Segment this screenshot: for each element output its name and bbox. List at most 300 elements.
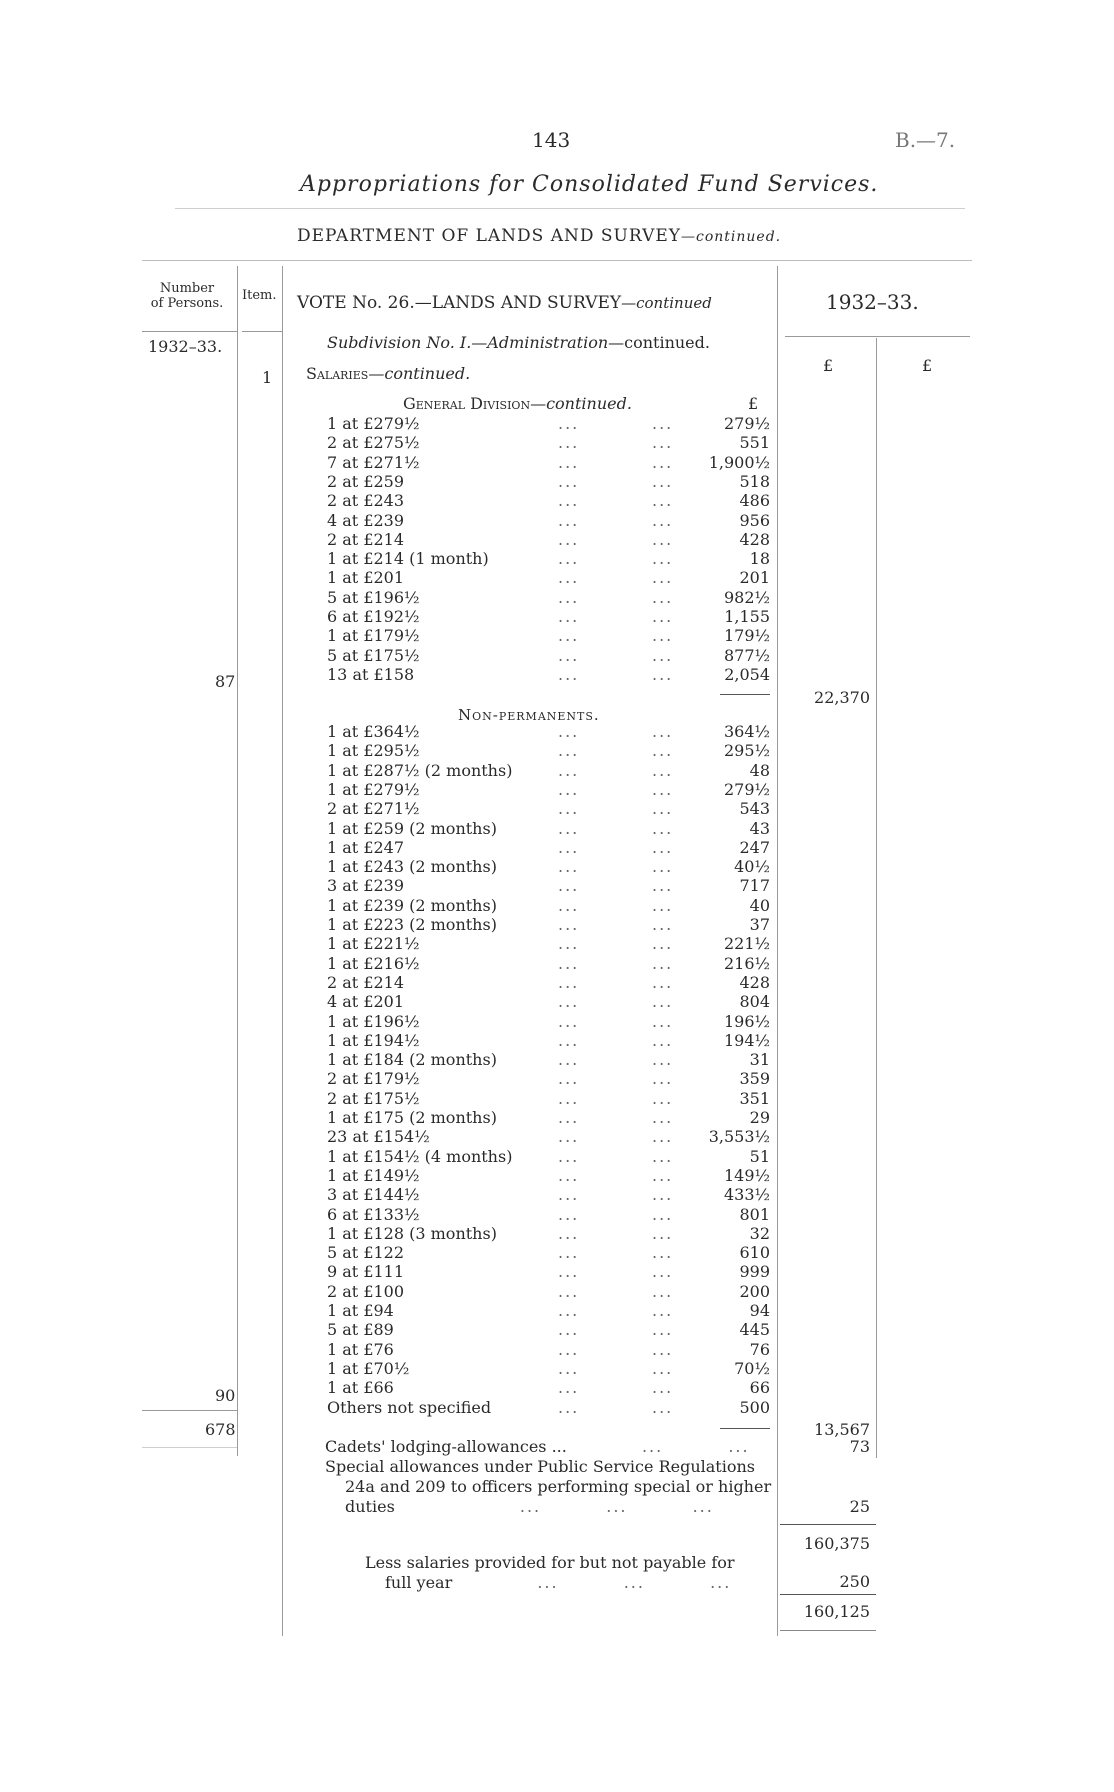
non-permanent-description: 2 at £271½ [327, 799, 420, 819]
persons-bottom-rule [142, 1447, 237, 1448]
general-division-suffix: —continued. [530, 394, 632, 413]
non-permanent-row [0, 1398, 1114, 1417]
cadets-text: Cadets' lodging-allowances ... [325, 1437, 567, 1456]
cadets-leader-2: ... [728, 1437, 750, 1456]
non-permanent-description: 1 at £223 (2 months) [327, 915, 497, 934]
leader-dots: ... [558, 1204, 580, 1224]
non-permanent-description: 3 at £239 [327, 876, 405, 896]
general-division-amount: 1,900½ [708, 452, 770, 472]
leader-dots: ... [652, 760, 674, 780]
general-division-row [0, 646, 1114, 665]
leader-dots: ... [652, 607, 674, 626]
leader-dots: ... [558, 587, 580, 607]
item-header-rule [242, 331, 282, 332]
leader-dots: ... [652, 1301, 674, 1320]
less-salaries-line1: Less salaries provided for but not payable for [365, 1553, 735, 1572]
non-permanent-row [0, 992, 1114, 1011]
non-permanent-amount: 40 [749, 895, 770, 915]
leader-dots: ... [652, 645, 674, 665]
non-permanent-description: 2 at £100 [327, 1281, 405, 1301]
non-permanent-amount: 51 [749, 1146, 770, 1166]
non-permanent-description: 1 at £364½ [327, 722, 420, 741]
vote-heading [297, 293, 712, 313]
salaries-suffix: —continued. [368, 364, 471, 383]
non-permanent-description: 1 at £76 [327, 1339, 394, 1359]
general-division-description: 5 at £196½ [327, 587, 420, 607]
non-permanent-description: 1 at £175 (2 months) [327, 1108, 497, 1127]
leader-dots: ... [652, 1243, 674, 1263]
special-allowances-line2: 24a and 209 to officers performing special or higher [345, 1477, 772, 1496]
number-of-persons-heading [142, 281, 232, 311]
non-permanent-description: 1 at £243 (2 months) [327, 857, 497, 877]
non-permanent-row [0, 1089, 1114, 1108]
salaries-heading [306, 364, 470, 383]
leader-dots: ... [652, 568, 674, 588]
non-permanent-row [0, 838, 1114, 857]
leader-dots: ... [652, 529, 674, 549]
general-division-pound: £ [748, 394, 759, 413]
non-permanents-sum-rule [720, 1428, 770, 1429]
leader-dots: ... [558, 1243, 580, 1263]
non-permanent-row [0, 741, 1114, 760]
general-division-row [0, 453, 1114, 472]
general-division-amount: 428 [739, 529, 770, 549]
leader-dots: ... [652, 549, 674, 569]
item-number: 1 [262, 368, 273, 387]
non-permanent-description: 1 at £221½ [327, 934, 420, 954]
special-allowances-line3 [345, 1497, 714, 1516]
general-division-row [0, 530, 1114, 549]
subdivision-heading [327, 333, 710, 352]
non-permanent-amount: 37 [749, 915, 770, 934]
special-leader-1: ... [519, 1497, 542, 1516]
non-permanent-description: 1 at £184 (2 months) [327, 1050, 497, 1070]
leader-dots: ... [652, 1108, 674, 1127]
leader-dots: ... [558, 1127, 580, 1147]
leader-dots: ... [558, 992, 580, 1012]
non-permanent-description: 2 at £214 [327, 972, 405, 992]
leader-dots: ... [558, 1339, 580, 1359]
cadets-label [325, 1437, 750, 1456]
non-permanent-amount: 149½ [723, 1165, 770, 1185]
non-permanent-row [0, 1320, 1114, 1339]
leader-dots: ... [652, 972, 674, 992]
leader-dots: ... [652, 1397, 674, 1417]
leader-dots: ... [558, 876, 580, 896]
persons-header-rule [142, 331, 237, 332]
non-permanent-amount: 66 [749, 1378, 770, 1398]
general-division-description: 1 at £214 (1 month) [327, 549, 489, 569]
leader-dots: ... [652, 1185, 674, 1205]
leader-dots: ... [558, 1088, 580, 1108]
leader-dots: ... [652, 799, 674, 819]
general-division-description: 2 at £243 [327, 491, 405, 511]
non-permanent-row [0, 1050, 1114, 1069]
general-division-description: 1 at £201 [327, 568, 405, 588]
non-permanent-amount: 999 [739, 1262, 770, 1282]
less-salaries-line2 [385, 1573, 731, 1592]
general-division-description: 13 at £158 [327, 664, 415, 684]
leader-dots: ... [558, 1185, 580, 1205]
non-permanent-description: 1 at £295½ [327, 741, 420, 761]
leader-dots: ... [558, 1011, 580, 1031]
non-permanent-amount: 433½ [723, 1185, 770, 1205]
gross-total-rule [780, 1524, 876, 1525]
non-permanent-row [0, 876, 1114, 895]
leader-dots: ... [558, 452, 580, 472]
gross-total: 160,375 [803, 1534, 870, 1553]
item-heading: Item. [242, 288, 277, 303]
leader-dots: ... [558, 549, 580, 569]
leader-dots: ... [558, 953, 580, 973]
less-salaries-amount: 250 [839, 1572, 870, 1591]
general-division-amount: 551 [739, 433, 770, 453]
non-permanent-row [0, 1069, 1114, 1088]
less-leader-1: ... [537, 1573, 559, 1592]
cadets-leader: ... [641, 1437, 664, 1456]
leader-dots: ... [558, 626, 580, 646]
leader-dots: ... [558, 1223, 580, 1243]
leader-dots: ... [652, 741, 674, 761]
leader-dots: ... [558, 529, 580, 549]
leader-dots: ... [558, 510, 580, 530]
leader-dots: ... [558, 857, 580, 877]
non-permanent-row [0, 1359, 1114, 1378]
non-permanent-amount: 801 [739, 1204, 770, 1224]
non-permanent-row [0, 1224, 1114, 1243]
year-heading-left: 1932–33. [148, 337, 223, 356]
general-division-amount: 956 [739, 510, 770, 530]
non-permanent-row [0, 1378, 1114, 1397]
general-division-row [0, 472, 1114, 491]
non-permanent-row [0, 1340, 1114, 1359]
net-total: 160,125 [803, 1602, 870, 1621]
leader-dots: ... [652, 587, 674, 607]
leader-dots: ... [652, 722, 674, 741]
general-division-amount: 877½ [723, 645, 770, 665]
page-number: 143 [532, 128, 571, 152]
subdivision-label: Subdivision No. I.—Administration [327, 333, 609, 352]
general-division-description: 1 at £279½ [327, 414, 420, 433]
general-division-description: 2 at £214 [327, 529, 405, 549]
leader-dots: ... [558, 934, 580, 954]
leader-dots: ... [558, 722, 580, 741]
non-permanent-description: 1 at £247 [327, 837, 405, 857]
leader-dots: ... [652, 1339, 674, 1359]
general-division-sum-rule [720, 694, 770, 695]
non-permanent-amount: 31 [749, 1050, 770, 1070]
leader-dots: ... [652, 953, 674, 973]
pound-sign-col2: £ [922, 356, 933, 375]
general-division-description: 2 at £275½ [327, 433, 420, 453]
non-permanent-amount: 543 [739, 799, 770, 819]
leader-dots: ... [652, 1223, 674, 1243]
leader-dots: ... [652, 452, 674, 472]
special-allowances-duties: duties [345, 1497, 395, 1516]
non-permanent-row [0, 1012, 1114, 1031]
non-permanent-row [0, 915, 1114, 934]
salaries-label: Salaries [306, 364, 369, 383]
leader-dots: ... [558, 799, 580, 819]
general-division-description: 5 at £175½ [327, 645, 420, 665]
non-permanent-description: 6 at £133½ [327, 1204, 420, 1224]
leader-dots: ... [652, 992, 674, 1012]
general-division-description: 4 at £239 [327, 510, 405, 530]
general-division-row [0, 549, 1114, 568]
general-division-description: 2 at £259 [327, 471, 405, 491]
non-permanent-amount: 194½ [723, 1030, 770, 1050]
non-permanent-row [0, 954, 1114, 973]
leader-dots: ... [652, 934, 674, 954]
non-permanent-description: Others not specified [327, 1397, 492, 1417]
leader-dots: ... [652, 1069, 674, 1089]
leader-dots: ... [652, 471, 674, 491]
non-permanent-amount: 94 [749, 1301, 770, 1320]
department-main: DEPARTMENT OF LANDS AND SURVEY [297, 226, 681, 246]
non-permanent-description: 1 at £239 (2 months) [327, 895, 497, 915]
non-permanent-row [0, 896, 1114, 915]
non-permanent-row [0, 799, 1114, 818]
non-permanent-amount: 445 [739, 1320, 770, 1340]
non-permanent-amount: 221½ [723, 934, 770, 954]
general-division-row [0, 626, 1114, 645]
leader-dots: ... [558, 1165, 580, 1185]
non-permanent-row [0, 857, 1114, 876]
general-division-subtotal: 22,370 [814, 688, 870, 707]
vote-suffix: —continued [621, 294, 712, 312]
net-total-bottom-rule [780, 1630, 876, 1631]
general-division-row [0, 665, 1114, 684]
leader-dots: ... [558, 1378, 580, 1398]
non-permanent-description: 5 at £89 [327, 1320, 394, 1340]
non-permanent-amount: 351 [739, 1088, 770, 1108]
non-permanent-description: 1 at £128 (3 months) [327, 1223, 497, 1243]
leader-dots: ... [652, 1088, 674, 1108]
general-division-amount: 2,054 [724, 664, 770, 684]
leader-dots: ... [558, 414, 580, 433]
non-permanent-description: 2 at £179½ [327, 1069, 420, 1089]
non-permanent-amount: 804 [739, 992, 770, 1012]
cadets-amount: 73 [849, 1437, 870, 1456]
leader-dots: ... [652, 1320, 674, 1340]
leader-dots: ... [652, 664, 674, 684]
general-division-persons-total: 87 [215, 672, 236, 691]
non-permanent-description: 1 at £287½ (2 months) [327, 760, 513, 780]
non-permanent-row [0, 1147, 1114, 1166]
non-permanent-amount: 200 [739, 1281, 770, 1301]
non-permanent-description: 5 at £122 [327, 1243, 405, 1263]
leader-dots: ... [558, 895, 580, 915]
non-permanent-row [0, 819, 1114, 838]
non-permanent-row [0, 1166, 1114, 1185]
general-division-label: General Division [403, 394, 531, 413]
leader-dots: ... [652, 414, 674, 433]
leader-dots: ... [558, 818, 580, 838]
non-permanent-amount: 610 [739, 1243, 770, 1263]
non-permanent-row [0, 1243, 1114, 1262]
leader-dots: ... [652, 1127, 674, 1147]
non-permanent-description: 1 at £70½ [327, 1358, 410, 1378]
non-permanent-description: 1 at £216½ [327, 953, 420, 973]
less-leader-3: ... [710, 1573, 732, 1592]
leader-dots: ... [652, 1165, 674, 1185]
leader-dots: ... [558, 1108, 580, 1127]
general-division-amount: 18 [749, 549, 770, 569]
leader-dots: ... [652, 895, 674, 915]
general-division-heading [403, 394, 632, 413]
general-division-amount: 179½ [723, 626, 770, 646]
non-permanent-description: 4 at £201 [327, 992, 405, 1012]
non-permanent-description: 9 at £111 [327, 1262, 405, 1282]
non-permanent-amount: 40½ [734, 857, 770, 877]
non-permanent-amount: 216½ [723, 953, 770, 973]
non-permanent-row [0, 1262, 1114, 1281]
non-permanent-amount: 279½ [723, 779, 770, 799]
general-division-description: 6 at £192½ [327, 607, 420, 626]
less-leader-2: ... [623, 1573, 645, 1592]
leader-dots: ... [558, 1281, 580, 1301]
general-division-amount: 518 [739, 471, 770, 491]
department-suffix: —continued. [681, 229, 782, 245]
leader-dots: ... [558, 741, 580, 761]
leader-dots: ... [558, 1030, 580, 1050]
less-salaries-full-year: full year [385, 1573, 453, 1592]
leader-dots: ... [558, 1146, 580, 1166]
non-permanent-amount: 32 [749, 1223, 770, 1243]
leader-dots: ... [558, 972, 580, 992]
non-permanent-amount: 196½ [723, 1011, 770, 1031]
leader-dots: ... [558, 915, 580, 934]
leader-dots: ... [652, 1378, 674, 1398]
leader-dots: ... [652, 1030, 674, 1050]
non-permanent-description: 1 at £279½ [327, 779, 420, 799]
non-permanent-amount: 295½ [723, 741, 770, 761]
general-division-amount: 486 [739, 491, 770, 511]
leader-dots: ... [652, 876, 674, 896]
leader-dots: ... [558, 1262, 580, 1282]
leader-dots: ... [652, 915, 674, 934]
title-rule [175, 208, 965, 209]
general-division-row [0, 588, 1114, 607]
non-permanent-amount: 3,553½ [708, 1127, 770, 1147]
non-permanent-row [0, 1031, 1114, 1050]
net-total-rule [780, 1594, 876, 1595]
non-permanent-description: 1 at £149½ [327, 1165, 420, 1185]
non-permanent-row [0, 722, 1114, 741]
non-permanent-amount: 43 [749, 818, 770, 838]
leader-dots: ... [652, 626, 674, 646]
special-allowances-amount: 25 [849, 1497, 870, 1516]
department-heading [297, 226, 781, 246]
leader-dots: ... [652, 857, 674, 877]
general-division-amount: 1,155 [724, 607, 770, 626]
leader-dots: ... [652, 1204, 674, 1224]
non-permanent-row [0, 1205, 1114, 1224]
header-rule [142, 260, 972, 261]
non-permanent-row [0, 1301, 1114, 1320]
non-permanent-description: 1 at £196½ [327, 1011, 420, 1031]
non-permanent-row [0, 1127, 1114, 1146]
non-permanent-amount: 29 [749, 1108, 770, 1127]
non-permanents-heading: Non-permanents. [458, 706, 600, 724]
general-division-row [0, 414, 1114, 433]
leader-dots: ... [652, 818, 674, 838]
leader-dots: ... [652, 510, 674, 530]
general-division-row [0, 511, 1114, 530]
leader-dots: ... [558, 664, 580, 684]
year-header-rule [785, 336, 970, 337]
leader-dots: ... [652, 1050, 674, 1070]
leader-dots: ... [558, 1050, 580, 1070]
leader-dots: ... [652, 1281, 674, 1301]
leader-dots: ... [652, 491, 674, 511]
leader-dots: ... [558, 1069, 580, 1089]
general-division-row [0, 568, 1114, 587]
non-permanent-description: 1 at £194½ [327, 1030, 420, 1050]
general-division-row [0, 491, 1114, 510]
general-division-amount: 279½ [723, 414, 770, 433]
number-of-persons-line1: Number [159, 281, 215, 296]
general-division-amount: 982½ [723, 587, 770, 607]
leader-dots: ... [558, 471, 580, 491]
special-allowances-line1: Special allowances under Public Service Regulations [325, 1457, 755, 1476]
non-permanent-description: 1 at £154½ (4 months) [327, 1146, 513, 1166]
non-permanent-amount: 428 [739, 972, 770, 992]
vote-main: VOTE No. 26.—LANDS AND SURVEY [297, 293, 622, 313]
non-permanent-row [0, 761, 1114, 780]
leader-dots: ... [558, 491, 580, 511]
non-permanent-amount: 48 [749, 760, 770, 780]
leader-dots: ... [558, 645, 580, 665]
non-permanents-subtotal: 13,567 [814, 1420, 870, 1439]
leader-dots: ... [558, 1358, 580, 1378]
non-permanent-amount: 364½ [723, 722, 770, 741]
leader-dots: ... [652, 779, 674, 799]
leader-dots: ... [558, 760, 580, 780]
non-permanent-amount: 717 [739, 876, 770, 896]
non-permanent-description: 1 at £94 [327, 1301, 394, 1320]
leader-dots: ... [652, 1011, 674, 1031]
leader-dots: ... [558, 607, 580, 626]
special-leader-2: ... [606, 1497, 628, 1516]
leader-dots: ... [558, 433, 580, 453]
leader-dots: ... [652, 1146, 674, 1166]
non-permanent-description: 3 at £144½ [327, 1185, 420, 1205]
non-permanent-description: 1 at £259 (2 months) [327, 818, 497, 838]
leader-dots: ... [652, 1358, 674, 1378]
pound-sign-col1: £ [823, 356, 834, 375]
non-permanent-description: 2 at £175½ [327, 1088, 420, 1108]
leader-dots: ... [558, 779, 580, 799]
general-division-description: 1 at £179½ [327, 626, 420, 646]
subdivision-suffix: —continued. [608, 333, 710, 352]
leader-dots: ... [558, 1397, 580, 1417]
non-permanent-amount: 76 [749, 1339, 770, 1359]
general-division-row [0, 433, 1114, 452]
non-permanent-description: 23 at £154½ [327, 1127, 430, 1147]
document-title: Appropriations for Consolidated Fund Services. [300, 172, 879, 197]
general-division-row [0, 607, 1114, 626]
general-division-description: 7 at £271½ [327, 452, 420, 472]
leader-dots: ... [652, 837, 674, 857]
non-permanent-row [0, 780, 1114, 799]
leader-dots: ... [558, 568, 580, 588]
general-division-amount: 201 [739, 568, 770, 588]
non-permanent-row [0, 1282, 1114, 1301]
non-permanent-row [0, 934, 1114, 953]
non-permanents-persons-total: 90 [215, 1386, 236, 1405]
leader-dots: ... [558, 1320, 580, 1340]
